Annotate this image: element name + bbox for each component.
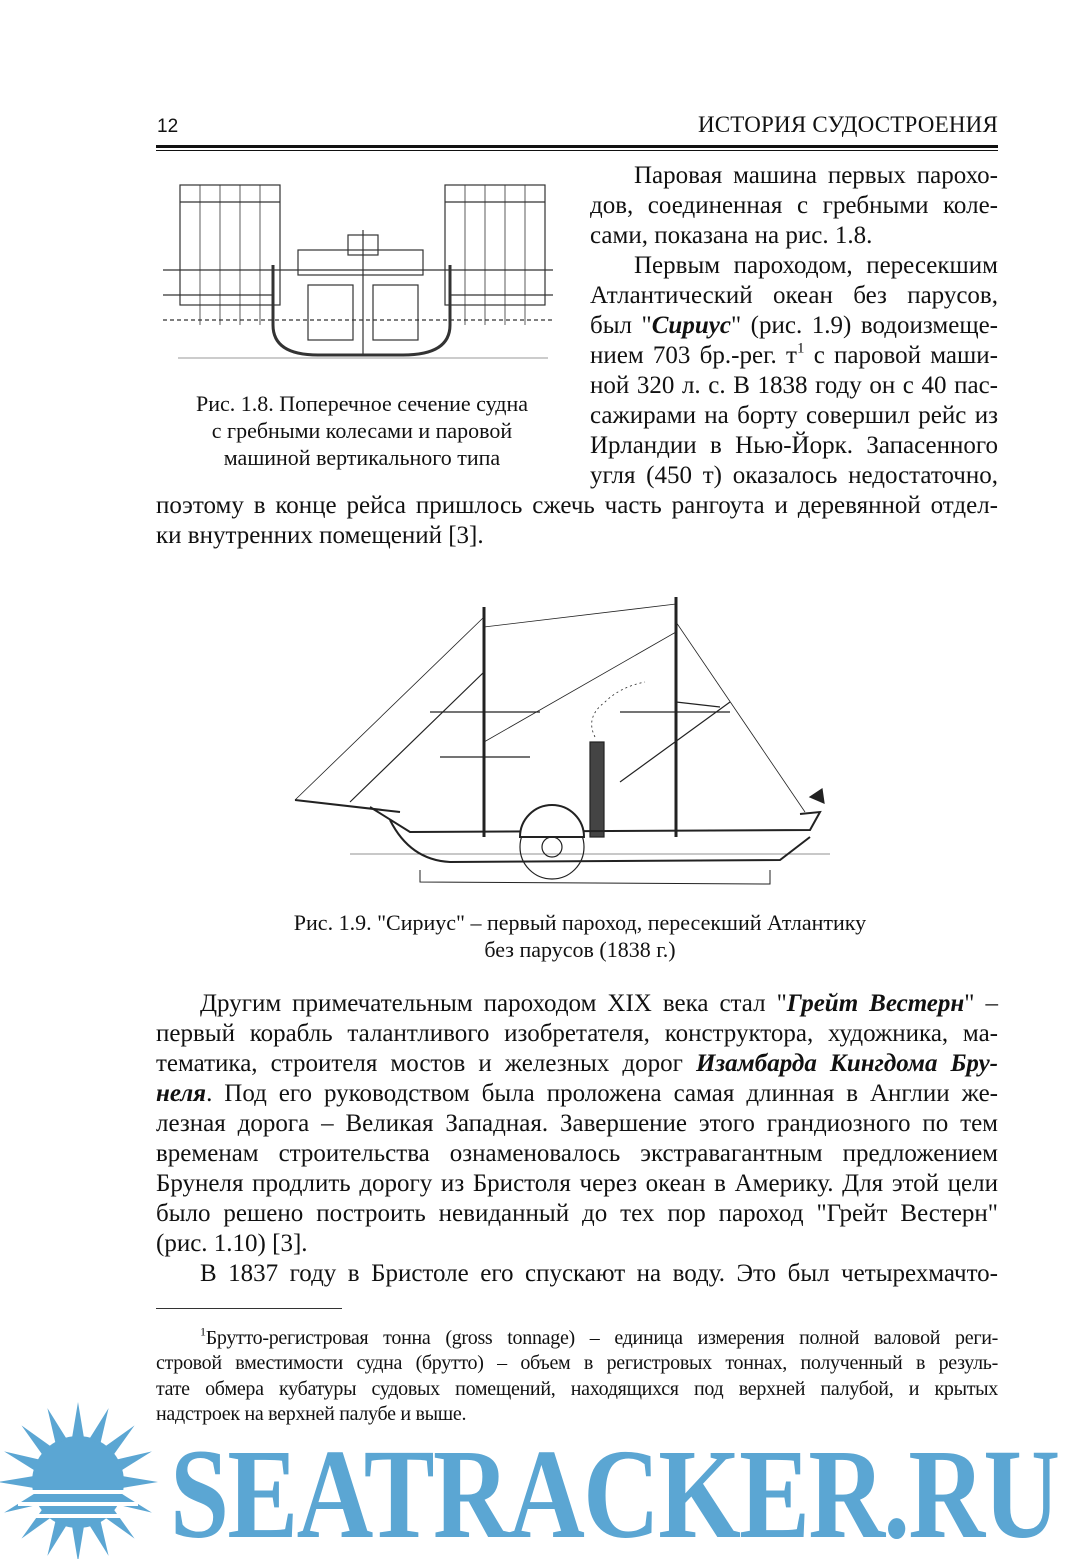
text-line: [590, 251, 998, 281]
text-span: ной 320 л. с. В 1838 году он с 40 пас-: [590, 372, 998, 399]
footnote-rule: [156, 1308, 342, 1309]
footnote-marker: 1: [796, 340, 805, 357]
caption-line: с гребными колесами и паровой: [211, 418, 513, 443]
text-line: [156, 1326, 998, 1351]
caption-line: Рис. 1.9. "Сириус" – первый пароход, пересекший Атлантику: [293, 910, 867, 935]
text-line: [590, 371, 998, 401]
page-number: 12: [157, 116, 179, 137]
text-span: временам строительства ознаменовалось экстравагантным предложением: [156, 1140, 998, 1167]
text-span: В 1837 году в Бристоле его спускают на воду. Это был четырехмачто-: [200, 1260, 998, 1287]
text-line: [156, 1259, 998, 1289]
text-span: Другим примечательным пароходом XIX века стал ": [200, 990, 787, 1017]
sun-logo-icon: [0, 1400, 165, 1559]
figure-1-9-caption: [156, 909, 1004, 963]
text-span: Первым пароходом, пересекшим: [634, 252, 998, 279]
text-line: [156, 1199, 998, 1229]
text-line: [156, 1169, 998, 1199]
text-line: [156, 521, 998, 551]
running-title: ИСТОРИЯ СУДОСТРОЕНИЯ: [697, 112, 998, 137]
text-span: угля (450 т) оказалось недостаточно,: [590, 462, 998, 489]
text-line: [590, 281, 998, 311]
caption-line: Рис. 1.8. Поперечное сечение судна: [196, 391, 528, 416]
text-line: [590, 191, 998, 221]
text-line: [590, 221, 998, 251]
text-span: сами, показана на рис. 1.8.: [590, 222, 873, 249]
caption-line: машиной вертикального типа: [223, 445, 501, 470]
text-line: [590, 431, 998, 461]
text-span: Паровая машина первых парохо-: [634, 162, 998, 189]
text-span: Ирландии в Нью-Йорк. Запасенного: [590, 432, 998, 459]
emphasis-text: Сириус: [651, 312, 731, 339]
text-span: был ": [590, 312, 652, 339]
text-line: [156, 1229, 998, 1259]
emphasis-text: Изамбарда Кингдома Бру-: [695, 1050, 998, 1077]
watermark-text: SEATRACKER.RU: [170, 1423, 1059, 1565]
text-span: первый корабль талантливого изобретателя, конструктора, художника, ма-: [156, 1020, 998, 1047]
text-line: [156, 491, 998, 521]
footnote: [156, 1326, 998, 1427]
header-rule-thick: [156, 145, 998, 148]
text-span: нием 703 бр.-рег. т: [590, 342, 797, 369]
text-line: [590, 161, 998, 191]
text-line: [156, 1377, 998, 1402]
figure-1-8-cross-section: [158, 180, 558, 365]
text-span: надстроек на верхней палубе и выше.: [156, 1402, 467, 1425]
emphasis-text: Грейт Вестерн: [786, 990, 965, 1017]
text-span: дов, соединенная с гребными коле-: [590, 192, 998, 219]
text-line: [156, 989, 998, 1019]
text-span: тематика, строителя мостов и железных дорог: [156, 1050, 696, 1077]
text-span: Брунеля продлить дорогу из Бристоля через океан в Америку. Для этой цели: [156, 1170, 998, 1197]
header-rule-thin: [156, 150, 998, 151]
text-span: с паровой маши-: [804, 342, 998, 369]
text-line: [590, 311, 998, 341]
text-line: [590, 401, 998, 431]
emphasis-text: неля: [156, 1080, 207, 1107]
text-line: [156, 1079, 998, 1109]
footnote-marker: 1: [200, 1324, 206, 1339]
caption-line: без парусов (1838 г.): [484, 937, 676, 962]
text-span: поэтому в конце рейса пришлось сжечь часть рангоута и деревянной отдел-: [156, 492, 998, 519]
text-span: тате обмера кубатуры судовых помещений, находящихся под верхней палубой, и крытых: [156, 1377, 998, 1400]
text-span: (рис. 1.10) [3].: [156, 1230, 308, 1257]
text-line: [156, 1109, 998, 1139]
text-line: [156, 1019, 998, 1049]
text-span: " –: [964, 990, 998, 1017]
text-span: . Под его руководством была проложена самая длинная в Англии же-: [206, 1080, 998, 1107]
body-text-bottom: [156, 989, 998, 1289]
text-span: лезная дорога – Великая Западная. Завершение этого грандиозного по тем: [156, 1110, 998, 1137]
text-span: было решено построить невиданный до тех пор пароход "Грейт Вестерн": [156, 1200, 998, 1227]
text-line: [156, 1049, 998, 1079]
text-span: стровой вместимости судна (брутто) – объем в регистровых тоннах, полученный в резуль-: [156, 1352, 998, 1375]
figure-1-9-sirius-ship: [290, 592, 835, 892]
text-span: Атлантический океан без парусов,: [590, 282, 998, 309]
text-line: [590, 461, 998, 491]
text-line: [590, 341, 998, 371]
figure-1-8-caption: [156, 390, 568, 471]
text-line: [156, 1351, 998, 1376]
text-span: Брутто-регистровая тонна (gross tonnage) – единица измерения полной валовой реги-: [205, 1327, 998, 1349]
text-span: сажирами на борту совершил рейс из: [590, 402, 998, 429]
text-span: " (рис. 1.9) водоизмеще-: [730, 312, 999, 339]
text-line: [156, 1139, 998, 1169]
text-span: ки внутренних помещений [3].: [156, 522, 484, 549]
